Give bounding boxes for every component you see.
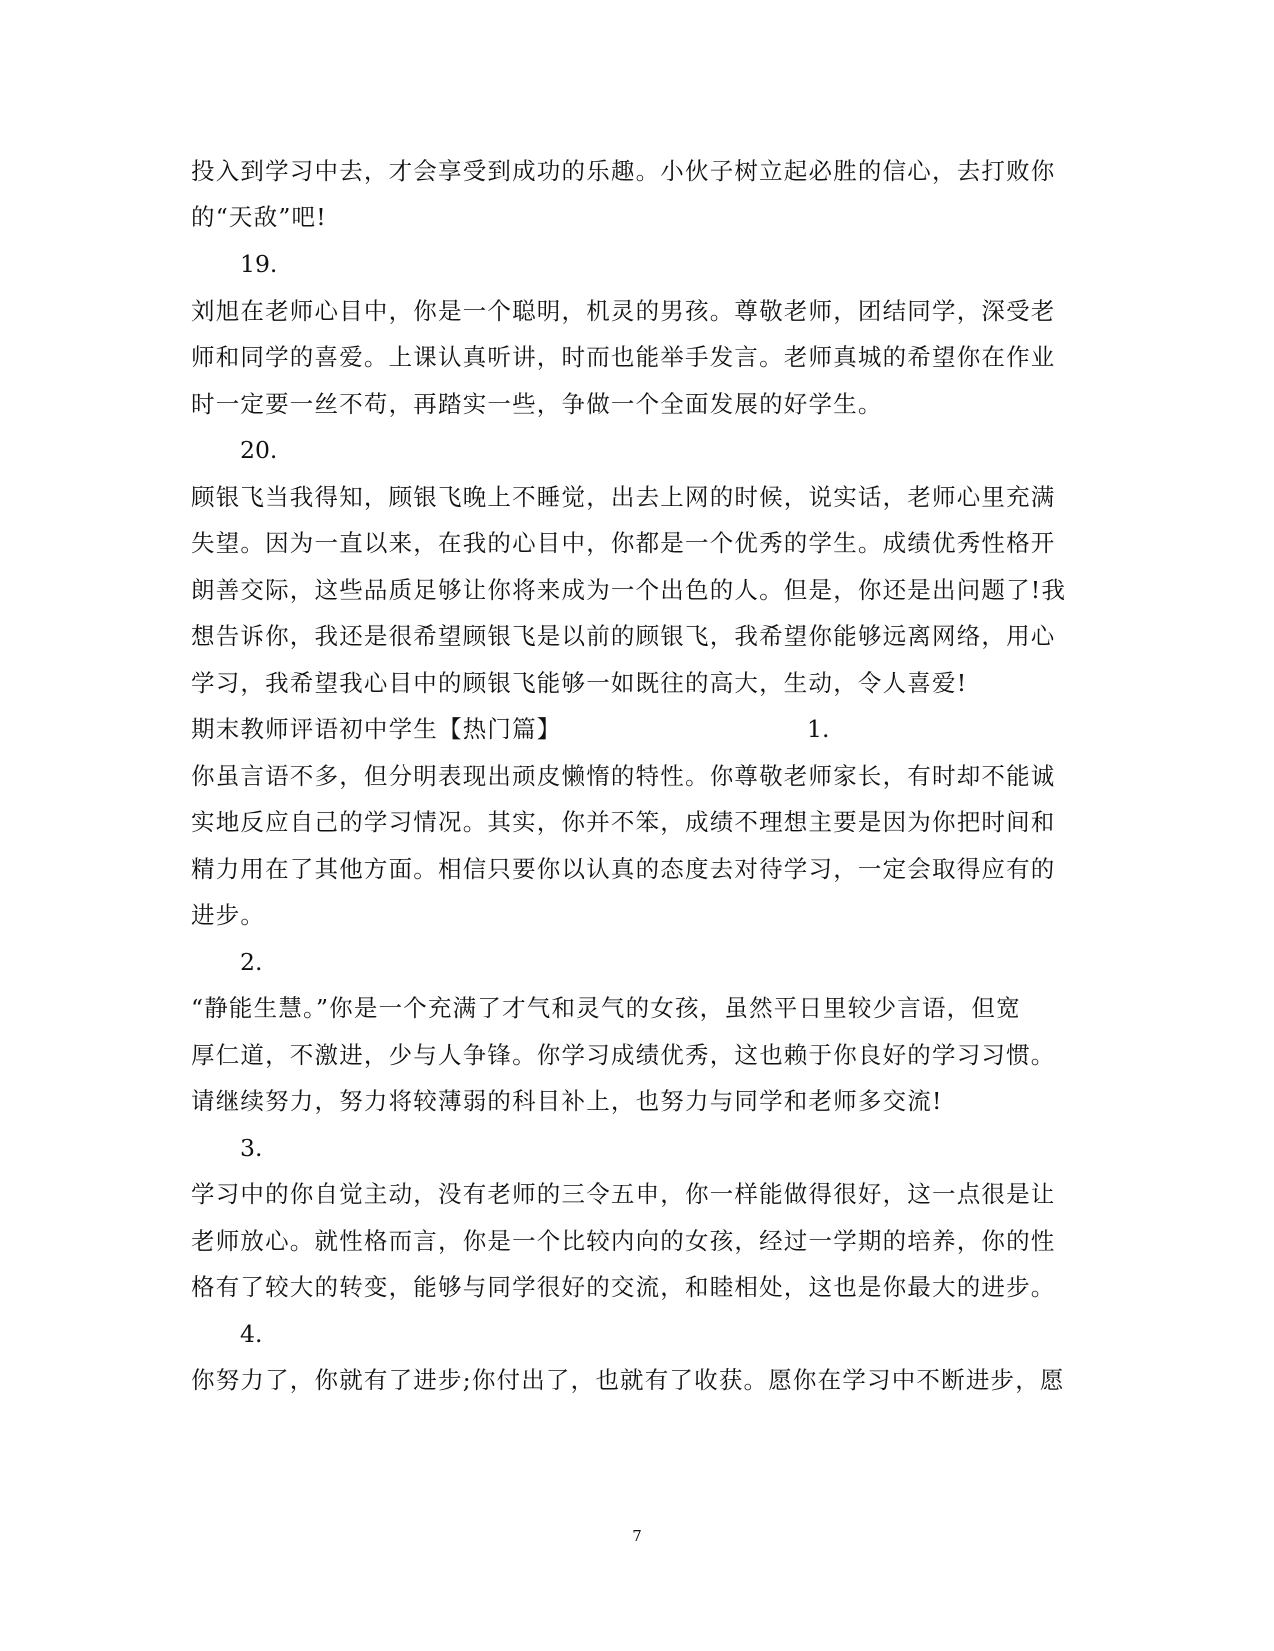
text-line: 师和同学的喜爱。上课认真听讲，时而也能举手发言。老师真城的希望你在作业 [191,343,1056,371]
item-number: 3. [240,1134,263,1162]
page-number: 7 [632,1527,642,1545]
section-heading-line [191,714,1091,744]
text-line: “静能生慧。”你是一个充满了才气和灵气的女孩，虽然平日里较少言语，但宽 [191,994,1021,1022]
section-heading: 期末教师评语初中学生【热门篇】 [191,715,562,743]
text-line: 时一定要一丝不苟，再踏实一些，争做一个全面发展的好学生。 [191,390,883,418]
text-line: 进步。 [191,901,266,929]
item-number: 19. [240,250,278,278]
text-line: 精力用在了其他方面。相信只要你以认真的态度去对待学习，一定会取得应有的 [191,855,1056,883]
text-line: 你虽言语不多，但分明表现出顽皮懒惰的特性。你尊敬老师家长，有时却不能诚 [191,762,1056,790]
text-line: 失望。因为一直以来，在我的心目中，你都是一个优秀的学生。成绩优秀性格开 [191,529,1056,557]
item-number: 20. [240,436,278,464]
item-number: 2. [240,948,263,976]
text-line: 学习，我希望我心目中的顾银飞能够一如既往的高大，生动，令人喜爱! [191,669,968,697]
text-line: 请继续努力，努力将较薄弱的科目补上，也努力与同学和老师多交流! [191,1087,943,1115]
text-line: 实地反应自己的学习情况。其实，你并不笨，成绩不理想主要是因为你把时间和 [191,808,1056,836]
text-line: 想告诉你，我还是很希望顾银飞是以前的顾银飞，我希望你能够远离网络，用心 [191,622,1056,650]
text-line: 老师放心。就性格而言，你是一个比较内向的女孩，经过一学期的培养，你的性 [191,1227,1056,1255]
text-line: 你努力了，你就有了进步;你付出了，也就有了收获。愿你在学习中不断进步，愿 [191,1366,1065,1394]
text-line: 学习中的你自觉主动，没有老师的三令五申，你一样能做得很好，这一点很是让 [191,1180,1056,1208]
text-line: 厚仁道，不激进，少与人争锋。你学习成绩优秀，这也赖于你良好的学习习惯。 [191,1041,1056,1069]
text-line: 刘旭在老师心目中，你是一个聪明，机灵的男孩。尊敬老师，团结同学，深受老 [191,297,1056,325]
item-number: 4. [240,1320,263,1348]
item-number: 1. [807,715,830,743]
text-line: 格有了较大的转变，能够与同学很好的交流，和睦相处，这也是你最大的进步。 [191,1273,1056,1301]
text-line: 朗善交际，这些品质足够让你将来成为一个出色的人。但是，你还是出问题了!我 [191,576,1067,604]
text-line: 投入到学习中去，才会享受到成功的乐趣。小伙子树立起必胜的信心，去打败你 [191,157,1056,185]
text-line: 顾银飞当我得知，顾银飞晚上不睡觉，出去上网的时候，说实话，老师心里充满 [191,483,1056,511]
text-line: 的“天敌”吧! [191,203,327,231]
